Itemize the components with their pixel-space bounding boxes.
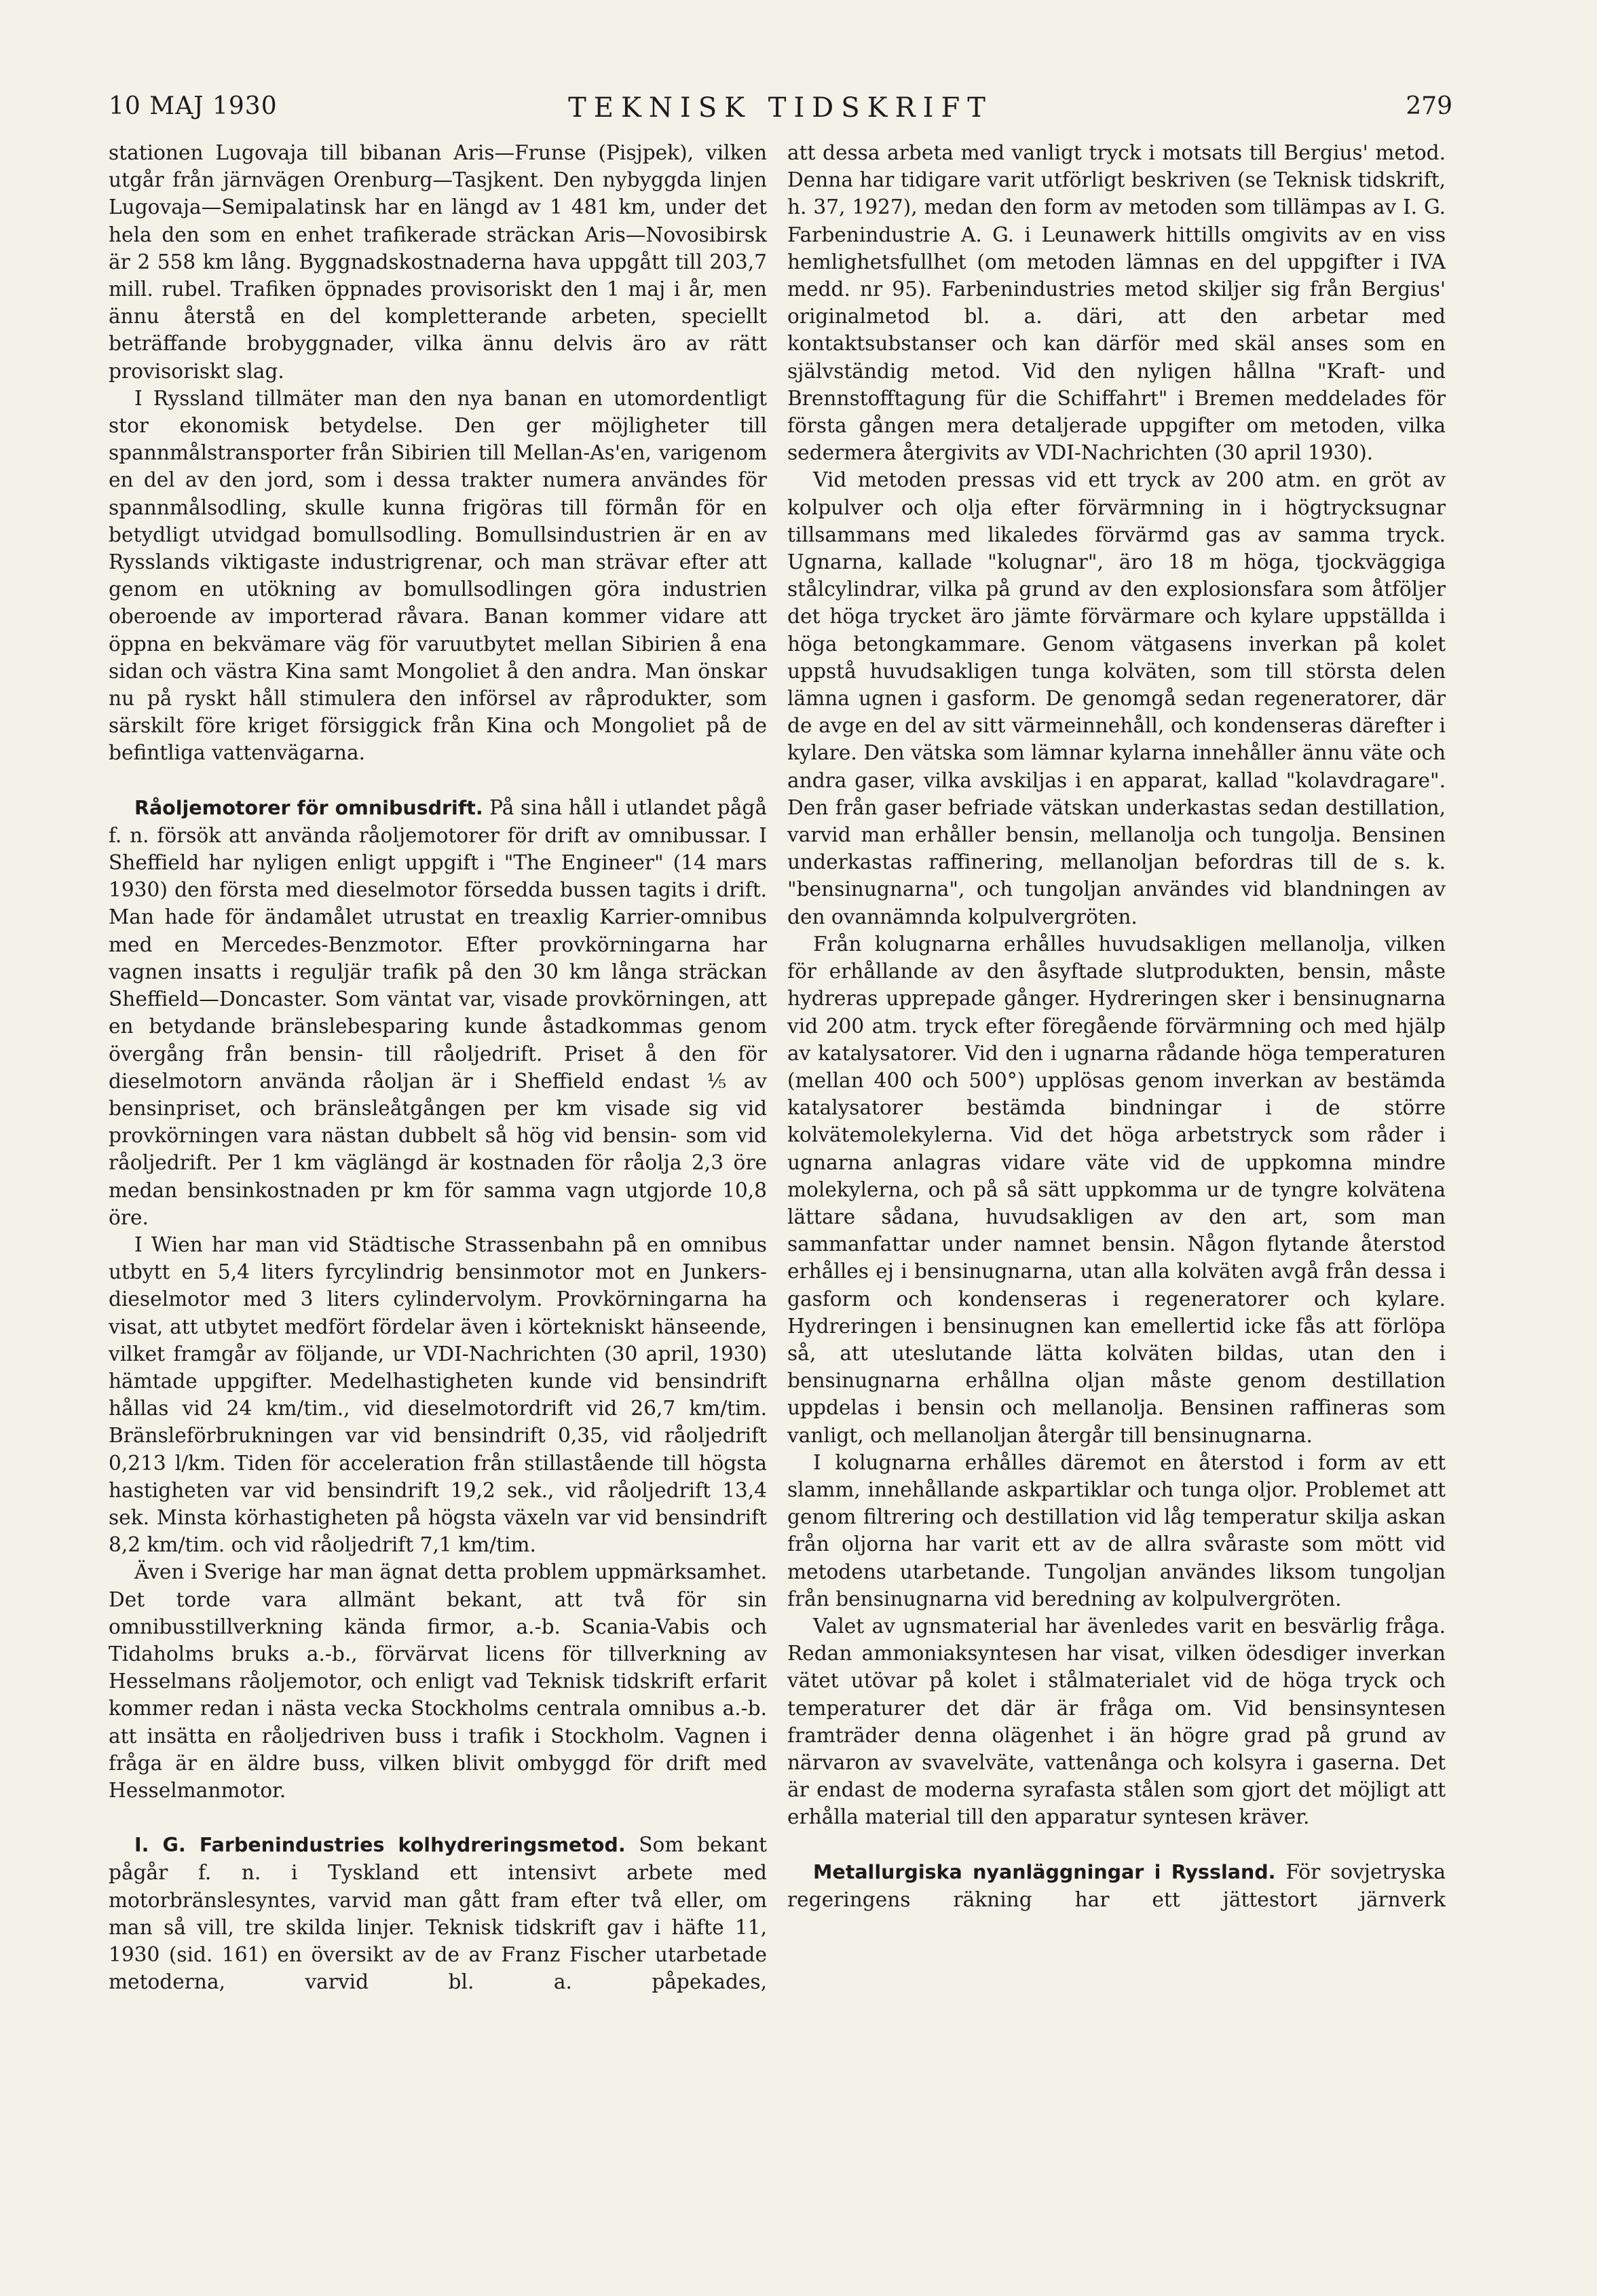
right-column — [787, 139, 1446, 1913]
paragraph-text: I kolugnarna erhålles däremot en återstod i form av ett slamm, innehållande askpartiklar och tunga oljor. Problemet att genom filtrering och destillation vid låg temperatur skilja askan från oljorna har varit ett av de allra svåraste som mött vid metodens utarbetande. Tungoljan användes liksom tungoljan från bensinugnarna vid beredning av kolpulvergröten. — [787, 1450, 1446, 1611]
paragraph — [109, 1558, 767, 1804]
left-column — [109, 139, 767, 1995]
section-heading: I. G. Farbenindustries kolhydreringsmetod. — [134, 1834, 626, 1857]
paragraph-text: stationen Lugovaja till bibanan Aris—Frunse (Pisjpek), vilken utgår från järnvägen Orenburg—Tasjkent. Den nybyggda linjen Lugovaja—Semipalatinsk har en längd av 1 481 km, under det hela den som en enhet trafikerade sträckan Aris—Novosibirsk är 2 558 km lång. Byggnadskostnaderna hava uppgått till 203,7 mill. rubel. Trafiken öppnades provisoriskt den 1 maj i år, men ännu återstå en del kompletterande arbeten, speciellt beträffande brobyggnader, vilka ännu delvis äro av rätt provisoriskt slag. — [109, 141, 767, 383]
paragraph — [109, 139, 767, 385]
paragraph-text: I Wien har man vid Städtische Strassenbahn på en omnibus utbytt en 5,4 liters fyrcylindrig bensinmotor mot en Junkers-dieselmotor med 3 liters cylindervolym. Provkörningarna ha visat, att utbytet medfört fördelar även i körtekniskt hänseende, vilket framgår av följande, ur VDI-Nachrichten (30 april, 1930) hämtade uppgifter. Medelhastigheten kunde vid bensindrift hållas vid 24 km/tim., vid dieselmotordrift vid 26,7 km/tim. Bränsleförbrukningen var vid bensindrift 0,35, vid råoljedrift 0,213 l/km. Tiden för acceleration från stillastående till högsta hastigheten var vid bensindrift 19,2 sek., vid råoljedrift 13,4 sek. Minsta körhastigheten på högsta växeln var vid bensindrift 8,2 km/tim. och vid råoljedrift 7,1 km/tim. — [109, 1232, 767, 1557]
paragraph-text: Vid metoden pressas vid ett tryck av 200 atm. en gröt av kolpulver och olja efter förvärmning in i högtrycksugnar tillsammans med likaledes förvärmd gas av samma tryck. Ugnarna, kallade "kolugnar", äro 18 m höga, tjockväggiga stålcylindrar, vilka på grund av den explosionsfara som åtföljer det höga trycket äro jämte förvärmare och kylare uppställda i höga betongkammare. Genom vätgasens inverkan på kolet uppstå huvudsakligen tunga kolväten, som till största delen lämna ugnen i gasform. De genomgå sedan regeneratorer, där de avge en del av sitt värmeinnehåll, och kondenseras därefter i kylare. Den vätska som lämnar kylarna innehåller ännu väte och andra gaser, vilka avskiljas i en apparat, kallad "kolavdragare". Den från gaser befriade vätskan underkastas sedan destillation, varvid man erhåller bensin, mellanolja och tungolja. Bensinen underkastas raffinering, mellanoljan befordras till de s. k. "bensinugnarna", och tungoljan användes vid blandningen av den ovannämnda kolpulvergröten. — [787, 468, 1446, 928]
paragraph — [787, 930, 1446, 1449]
paragraph-text: På sina håll i utlandet pågå f. n. försök att använda råoljemotorer för drift av omnibussar. I Sheffield har nyligen enligt uppgift i "The Engineer" (14 mars 1930) den första med dieselmotor försedda bussen tagits i drift. Man hade för ändamålet utrustat en treaxlig Karrier-omnibus med en Mercedes-Benzmotor. Efter provkörningarna har vagnen insatts i reguljär trafik på den 30 km långa sträckan Sheffield—Doncaster. Som väntat var, visade provkörningen, att en betydande bränslebesparing kunde åstadkommas genom övergång från bensin- till råoljedrift. Priset å den för dieselmotorn använda råoljan är i Sheffield endast ⅕ av bensinpriset, och bränsleåtgången per km visade sig vid provkörningen vara nästan dubbelt så hög vid bensin- som vid råoljedrift. Per 1 km väglängd är kostnaden för råolja 2,3 öre medan bensinkostnaden pr km för samma vagn utgjorde 10,8 öre. — [109, 795, 767, 1229]
paragraph — [109, 1231, 767, 1558]
paragraph-text: Som bekant pågår f. n. i Tyskland ett intensivt arbete med motorbränslesyntes, varvid man gått fram efter två eller, om man så vill, tre skilda linjer. Teknisk tidskrift gav i häfte 11, 1930 (sid. 161) en översikt av de av Franz Fischer utarbetade metoderna, varvid bl. a. påpekades, — [109, 1833, 767, 1994]
paragraph-text: Även i Sverige har man ägnat detta problem uppmärksamhet. Det torde vara allmänt bekant, att två för sin omnibusstillverkning kända firmor, a.-b. Scania-Vabis och Tidaholms bruks a.-b., förvärvat licens för tillverkning av Hesselmans råoljemotor, och enligt vad Teknisk tidskrift erfarit kommer redan i nästa vecka Stockholms centrala omnibus a.-b. att insätta en råoljedriven buss i trafik i Stockholm. Vagnen i fråga är en äldre buss, vilken blivit ombyggd för drift med Hesselmanmotor. — [109, 1560, 767, 1802]
paragraph — [787, 466, 1446, 930]
paragraph — [787, 1613, 1446, 1831]
paragraph-text: I Ryssland tillmäter man den nya banan en utomordentligt stor ekonomisk betydelse. Den ger möjligheter till spannmålstransporter från Sibirien till Mellan-As'en, varigenom en del av den jord, som i dessa trakter numera användes för spannmålsodling, skulle kunna frigöras till förmån för en betydligt utvidgad bomullsodling. Bomullsindustrien är en av Rysslands viktigaste industrigrenar, och man strävar efter att genom en utökning av bomullsodlingen göra industrien oberoende av importerad råvara. Banan kommer vidare att öppna en bekvämare väg för varuutbytet mellan Sibirien å ena sidan och västra Kina samt Mongoliet å den andra. Man önskar nu på ryskt håll stimulera den införsel av råprodukter, som särskilt före kriget försiggick från Kina och Mongoliet på de befintliga vattenvägarna. — [109, 386, 767, 765]
page-number: 279 — [1406, 92, 1452, 120]
section-paragraph — [787, 1858, 1446, 1913]
section-paragraph — [109, 794, 767, 1231]
section-heading: Metallurgiska nyanläggningar i Ryssland. — [813, 1860, 1276, 1883]
paragraph-text: Från kolugnarna erhålles huvudsakligen mellanolja, vilken för erhållande av den åsyftade slutprodukten, bensin, måste hydreras upprepade gånger. Hydreringen sker i bensinugnarna vid 200 atm. tryck efter föregående förvärmning och med hjälp av katalysatorer. Vid den i ugnarna rådande höga temperaturen (mellan 400 och 500°) upplösas genom inverkan av bestämda katalysatorer bestämda bindningar i de större kolvätemolekylerna. Vid det höga arbetstryck som råder i ugnarna anlagras vidare väte vid de uppkomna mindre molekylerna, och på så sätt uppkomma ur de tyngre kolvätena lättare sådana, huvudsakligen av den art, som man sammanfattar under namnet bensin. Någon flytande återstod erhålles ej i bensinugnarna, utan alla kolväten avgå från dessa i gasform och kondenseras i regeneratorer och kylare. Hydreringen i bensinugnen kan emellertid icke fås att förlöpa så, att uteslutande lätta kolväten bildas, utan den i bensinugnarna erhållna oljan måste genom destillation uppdelas i bensin och mellanolja. Bensinen raffineras som vanligt, och mellanoljan återgår till bensinugnarna. — [787, 932, 1446, 1447]
paragraph-text: att dessa arbeta med vanligt tryck i motsats till Bergius' metod. Denna har tidigare varit utförligt beskriven (se Teknisk tidskrift, h. 37, 1927), medan den form av metoden som tillämpas av I. G. Farbenindustrie A. G. i Leunawerk hittills omgivits av en viss hemlighetsfullhet (om metoden lämnas en del uppgifter i IVA medd. nr 95). Farbenindustries metod skiljer sig från Bergius' originalmetod bl. a. däri, att den arbetar med kontaktsubstanser och kan därför med skäl anses som en självständig metod. Vid den nyligen hållna "Kraft- und Brennstofftagung für die Schiffahrt" i Bremen meddelades för första gången mera detaljerade uppgifter om metoden, vilka sedermera återgivits av VDI-Nachrichten (30 april 1930). — [787, 141, 1446, 465]
page-header — [109, 87, 1452, 128]
paragraph-text: Valet av ugnsmaterial har ävenledes varit en besvärlig fråga. Redan ammoniaksyntesen har visat, vilken ödesdiger inverkan vätet utövar på kolet i stålmaterialet vid de höga tryck och temperaturer det där är fråga om. Vid bensinsyntesen framträder denna olägenhet i än högre grad på grund av närvaron av svavelväte, vattenånga och kolsyra i gaserna. Det är endast de moderna syrafasta stålen som gjort det möjligt att erhålla material till den apparatur syntesen kräver. — [787, 1614, 1446, 1829]
header-date: 10 MAJ 1930 — [109, 92, 278, 120]
paragraph-text: För sovjetryska regeringens räkning har ett jättestort järnverk — [787, 1860, 1446, 1911]
section-paragraph — [109, 1831, 767, 1995]
section-heading: Råoljemotorer för omnibusdrift. — [134, 796, 483, 819]
journal-title: TEKNISK TIDSKRIFT — [568, 92, 993, 124]
paragraph — [787, 1449, 1446, 1613]
paragraph — [109, 385, 767, 767]
paragraph — [787, 139, 1446, 466]
